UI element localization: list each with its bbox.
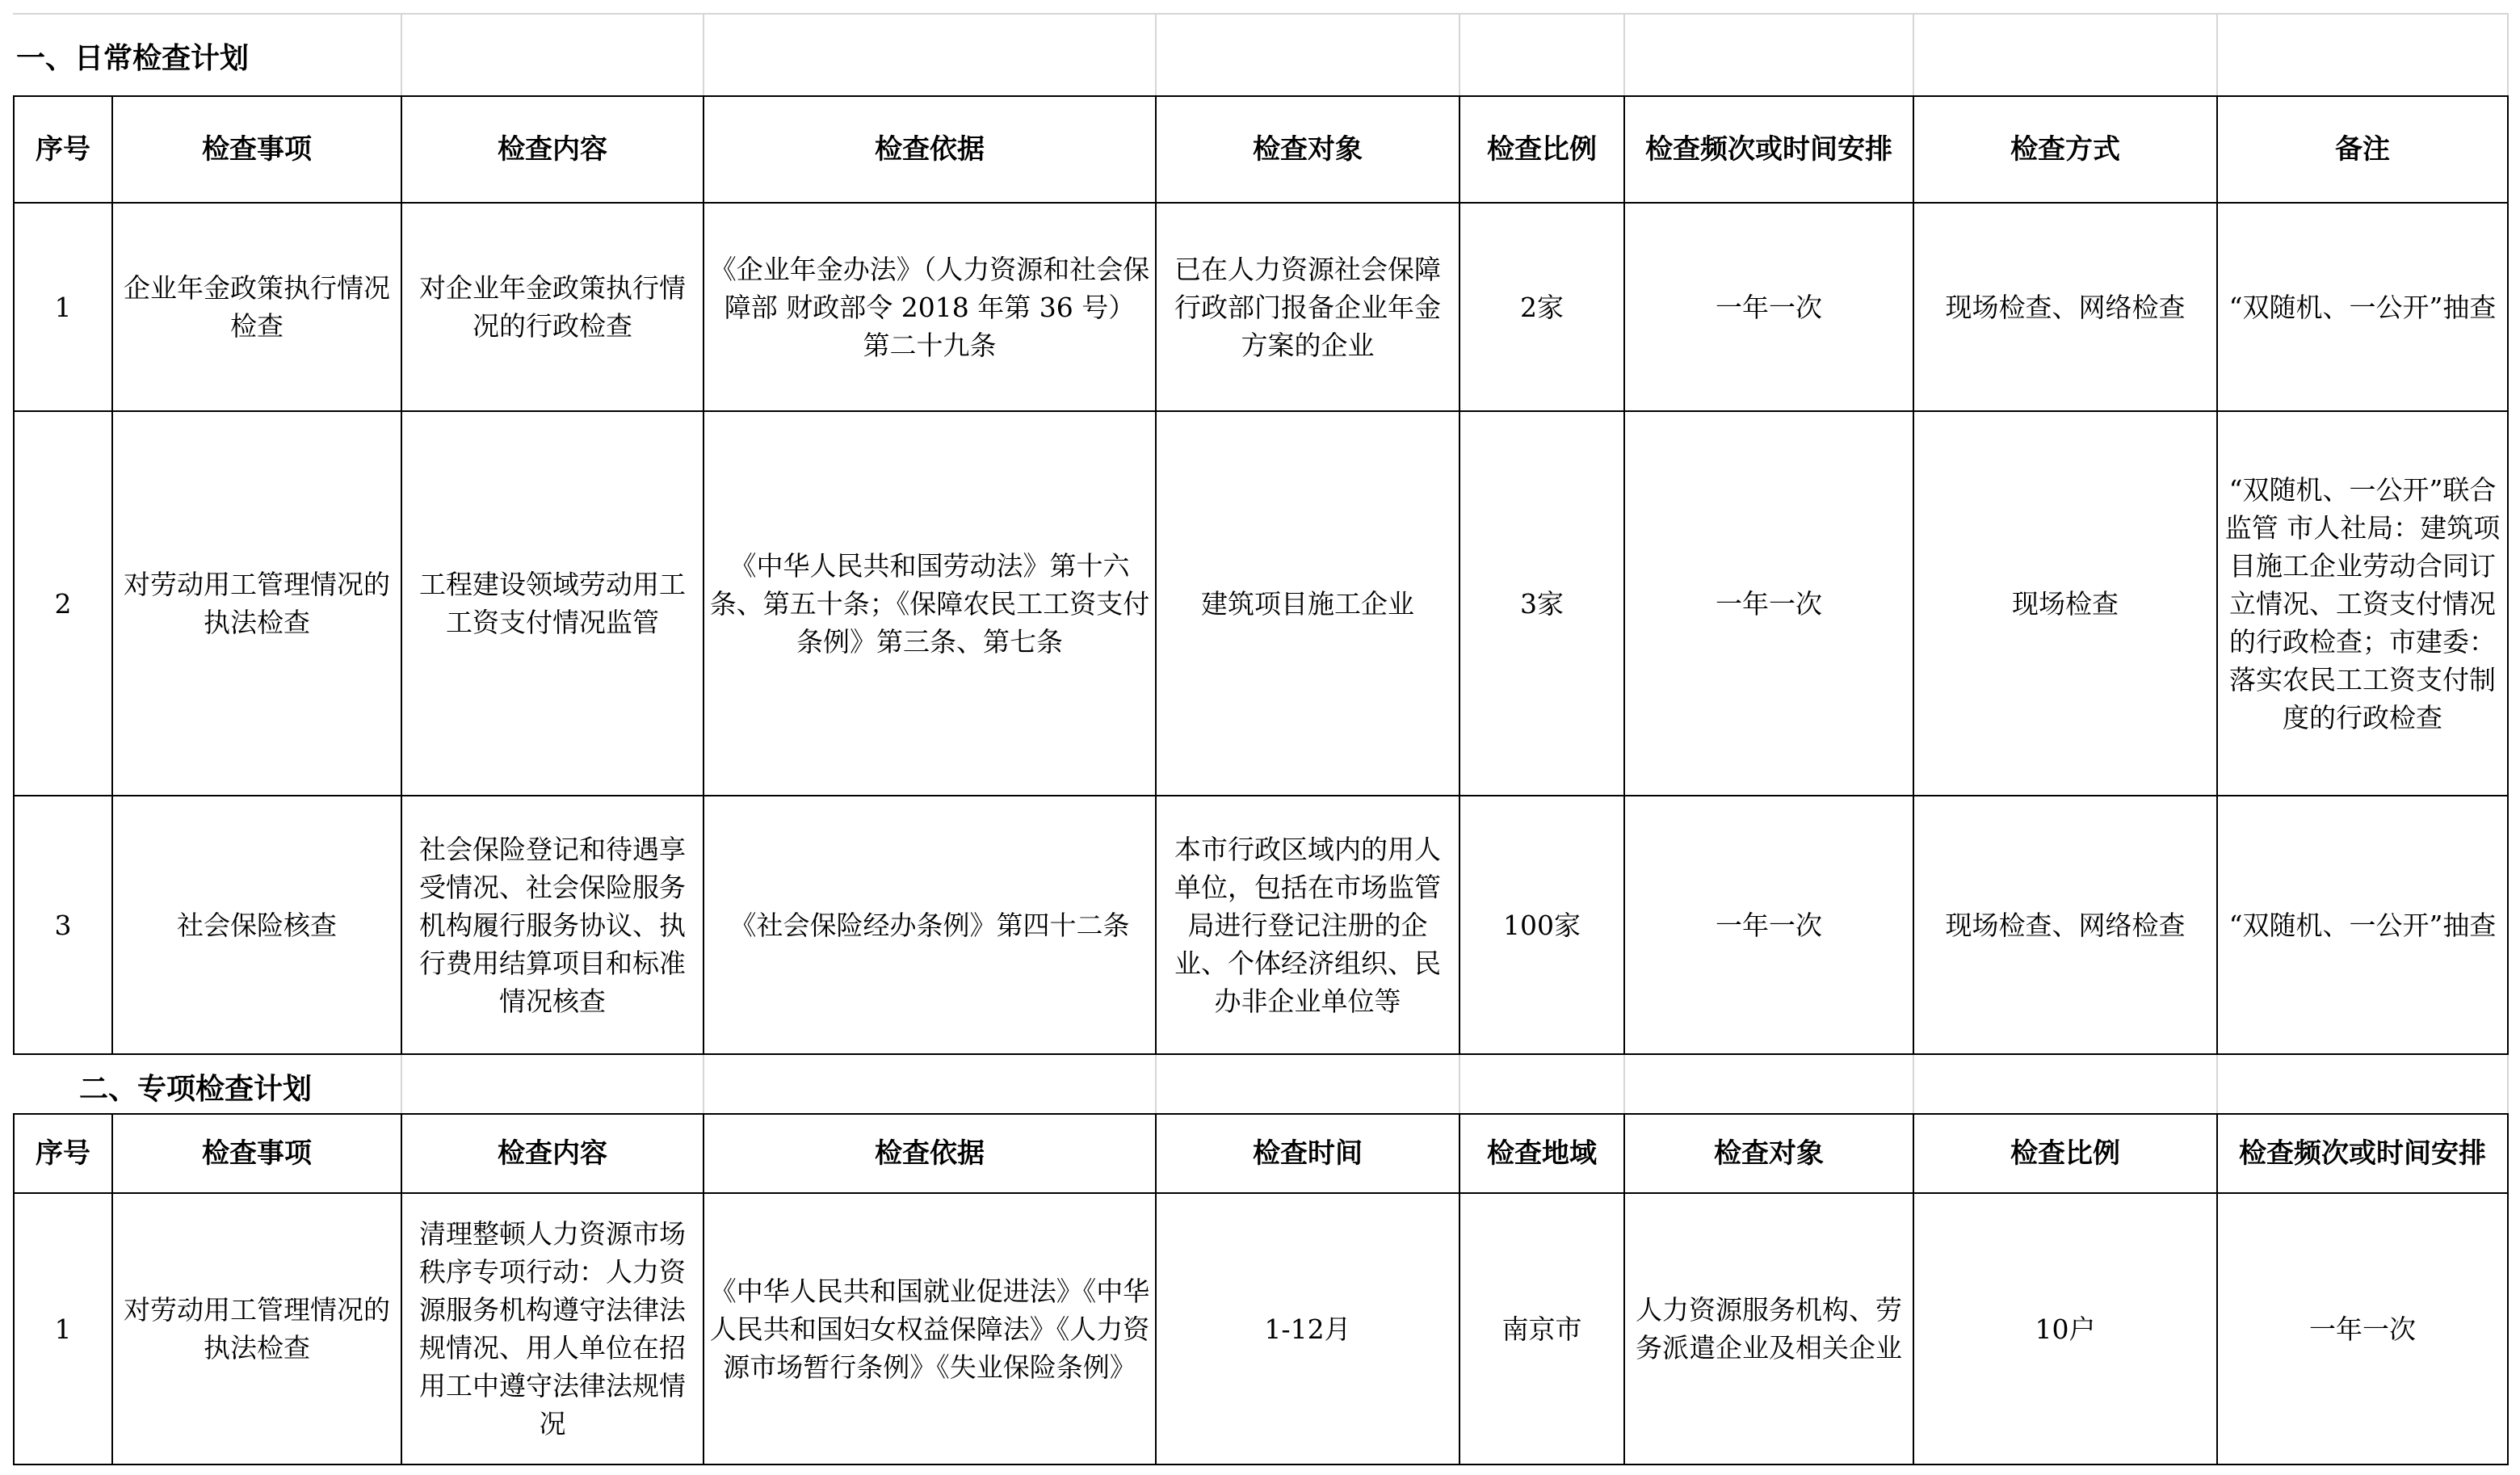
special-inspection-table [13, 1113, 2509, 1465]
table-row [14, 411, 2508, 796]
header-item: 检查事项 [112, 1114, 401, 1193]
cell-content: 社会保险登记和待遇享受情况、社会保险服务机构履行服务协议、执行费用结算项目和标准情况核查 [401, 796, 704, 1054]
grid-col-line [1913, 13, 1914, 95]
header-target: 检查对象 [1624, 1114, 1913, 1193]
grid-col-line [1623, 1055, 1625, 1113]
grid-col-line [1913, 1055, 1914, 1113]
section1-title: 一、日常检查计划 [16, 42, 250, 75]
header-target: 检查对象 [1156, 96, 1460, 203]
grid-col-line [2216, 1055, 2218, 1113]
cell-ratio: 10户 [1913, 1193, 2217, 1464]
daily-inspection-table [13, 95, 2509, 1055]
cell-target: 建筑项目施工企业 [1156, 411, 1460, 796]
cell-seq: 1 [14, 1193, 112, 1464]
header-ratio: 检查比例 [1913, 1114, 2217, 1193]
grid-col-line [1155, 1055, 1157, 1113]
grid-col-line [2507, 1055, 2509, 1113]
cell-item: 对劳动用工管理情况的执法检查 [112, 1193, 401, 1464]
cell-basis: 《中华人民共和国就业促进法》《中华人民共和国妇女权益保障法》《人力资源市场暂行条例》《失业保险条例》 [704, 1193, 1156, 1464]
table-row [14, 1193, 2508, 1464]
cell-seq: 3 [14, 796, 112, 1054]
cell-content: 对企业年金政策执行情况的行政检查 [401, 203, 704, 411]
cell-remarks: “双随机、一公开”抽查 [2217, 796, 2508, 1054]
cell-basis: 《中华人民共和国劳动法》第十六条、第五十条；《保障农民工工资支付条例》第三条、第七条 [704, 411, 1156, 796]
cell-method: 现场检查 [1913, 411, 2217, 796]
cell-time: 1-12月 [1156, 1193, 1460, 1464]
grid-col-line [1459, 1055, 1460, 1113]
cell-item: 企业年金政策执行情况检查 [112, 203, 401, 411]
cell-remarks: “双随机、一公开”抽查 [2217, 203, 2508, 411]
section2-title: 二、专项检查计划 [79, 1073, 313, 1106]
header-frequency: 检查频次或时间安排 [1624, 96, 1913, 203]
table-row [14, 203, 2508, 411]
header-content: 检查内容 [401, 1114, 704, 1193]
header-basis: 检查依据 [704, 1114, 1156, 1193]
grid-col-line [2216, 13, 2218, 95]
header-basis: 检查依据 [704, 96, 1156, 203]
cell-target: 人力资源服务机构、劳务派遣企业及相关企业 [1624, 1193, 1913, 1464]
header-seq: 序号 [14, 96, 112, 203]
cell-basis: 《企业年金办法》（人力资源和社会保障部 财政部令 2018 年第 36 号） 第二十九条 [704, 203, 1156, 411]
table-row [14, 796, 2508, 1054]
header-item: 检查事项 [112, 96, 401, 203]
grid-col-line [1623, 13, 1625, 95]
cell-frequency: 一年一次 [1624, 796, 1913, 1054]
cell-content: 清理整顿人力资源市场秩序专项行动：人力资源服务机构遵守法律法规情况、用人单位在招用工中遵守法律法规情况 [401, 1193, 704, 1464]
cell-ratio: 2家 [1460, 203, 1624, 411]
grid-col-line [1459, 13, 1460, 95]
grid-col-line [703, 1055, 704, 1113]
header-region: 检查地域 [1460, 1114, 1624, 1193]
cell-method: 现场检查、网络检查 [1913, 203, 2217, 411]
cell-item: 社会保险核查 [112, 796, 401, 1054]
cell-method: 现场检查、网络检查 [1913, 796, 2217, 1054]
table-header-row [14, 1114, 2508, 1193]
cell-seq: 2 [14, 411, 112, 796]
header-seq: 序号 [14, 1114, 112, 1193]
header-ratio: 检查比例 [1460, 96, 1624, 203]
header-time: 检查时间 [1156, 1114, 1460, 1193]
cell-frequency: 一年一次 [2217, 1193, 2508, 1464]
cell-content: 工程建设领域劳动用工工资支付情况监管 [401, 411, 704, 796]
table-header-row [14, 96, 2508, 203]
cell-ratio: 100家 [1460, 796, 1624, 1054]
cell-region: 南京市 [1460, 1193, 1624, 1464]
header-remarks: 备注 [2217, 96, 2508, 203]
header-method: 检查方式 [1913, 96, 2217, 203]
cell-target: 本市行政区域内的用人单位，包括在市场监管局进行登记注册的企业、个体经济组织、民办非企业单位等 [1156, 796, 1460, 1054]
cell-remarks: “双随机、一公开”联合监管 市人社局：建筑项目施工企业劳动合同订立情况、工资支付情况的行政检查；市建委：落实农民工工资支付制度的行政检查 [2217, 411, 2508, 796]
grid-col-line [401, 13, 402, 95]
header-frequency: 检查频次或时间安排 [2217, 1114, 2508, 1193]
grid-col-line [2507, 13, 2509, 95]
cell-ratio: 3家 [1460, 411, 1624, 796]
cell-basis: 《社会保险经办条例》第四十二条 [704, 796, 1156, 1054]
cell-frequency: 一年一次 [1624, 411, 1913, 796]
header-content: 检查内容 [401, 96, 704, 203]
grid-col-line [401, 1055, 402, 1113]
cell-seq: 1 [14, 203, 112, 411]
grid-top-line [13, 13, 2507, 15]
grid-col-line [703, 13, 704, 95]
cell-frequency: 一年一次 [1624, 203, 1913, 411]
cell-target: 已在人力资源社会保障行政部门报备企业年金方案的企业 [1156, 203, 1460, 411]
grid-col-line [1155, 13, 1157, 95]
cell-item: 对劳动用工管理情况的执法检查 [112, 411, 401, 796]
